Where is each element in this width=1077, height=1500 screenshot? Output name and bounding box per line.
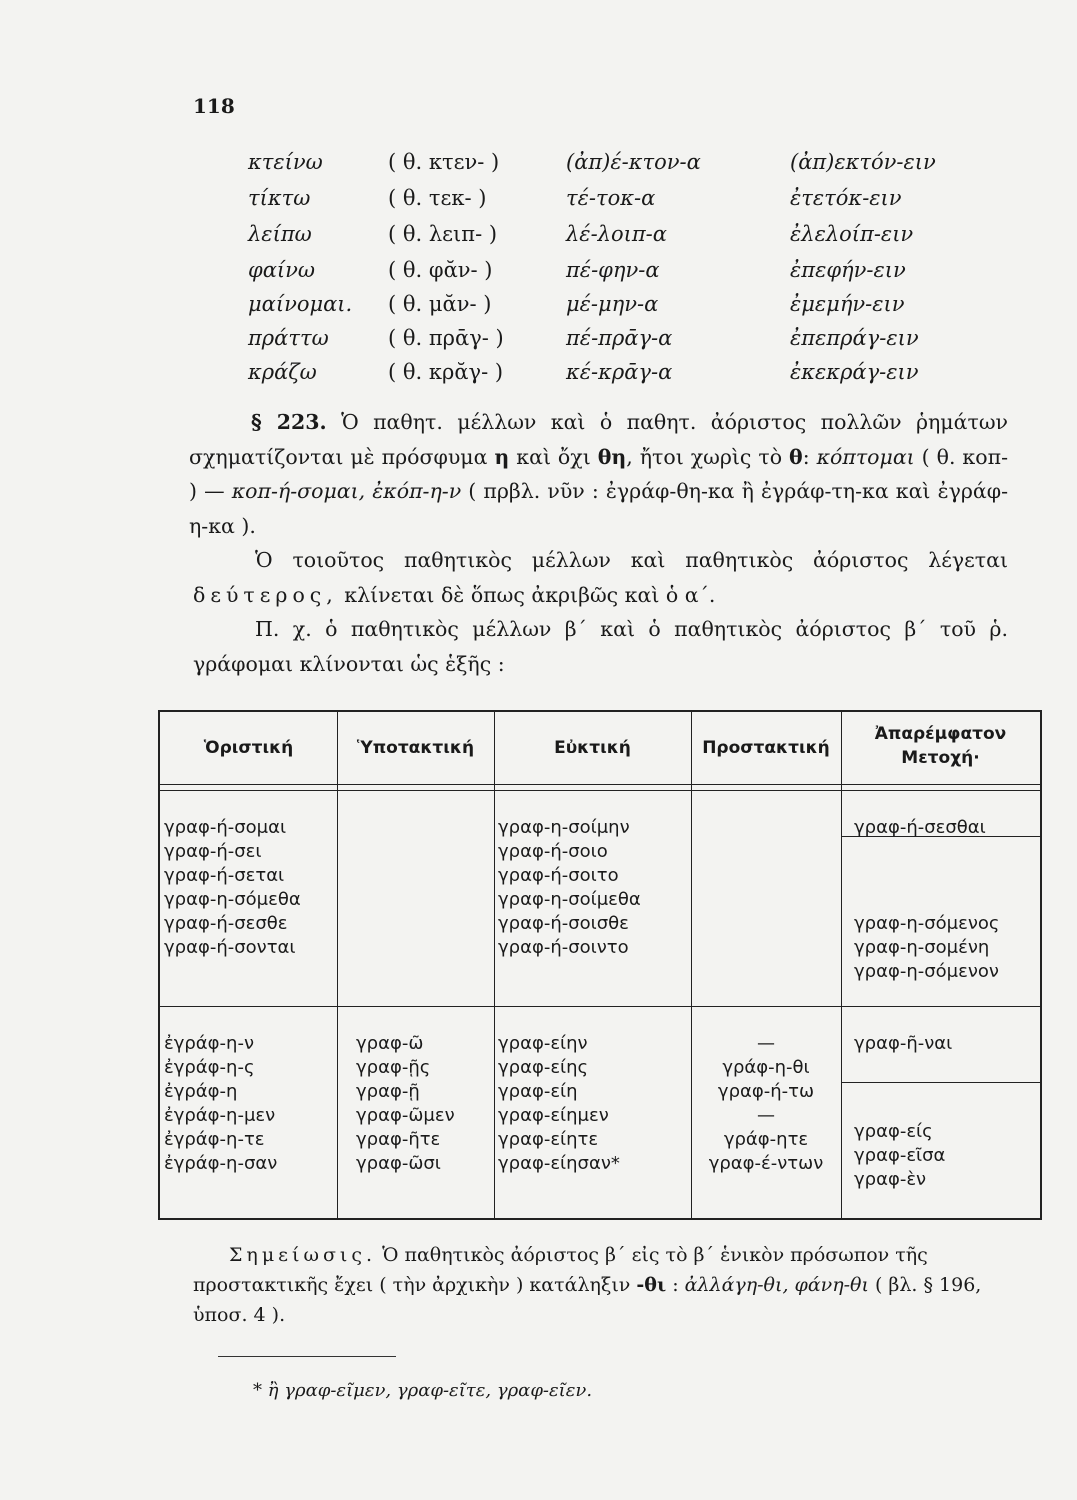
- table-cell: γραφ-είη: [498, 1081, 578, 1102]
- table-cell: γραφ-είησαν*: [498, 1153, 620, 1174]
- aorist-infinitive: [854, 1032, 952, 1056]
- verb-row: [0, 258, 1077, 288]
- future-optative: [498, 816, 641, 960]
- text: θη: [597, 444, 627, 469]
- footnote-rule: [218, 1356, 396, 1357]
- verb-theme: ( θ. τεκ- ): [388, 186, 487, 210]
- header-imperative: Προστακτική: [702, 738, 830, 758]
- text: κόπτομαι: [816, 444, 915, 469]
- verb-perfect: τέ-τοκ-α: [566, 186, 656, 210]
- aorist-imperative: [696, 1032, 836, 1176]
- table-cell: γράφ-η-θι: [722, 1057, 810, 1078]
- table-cell: γραφ-είς: [854, 1121, 933, 1142]
- verb-theme: ( θ. φᾰν- ): [388, 258, 493, 282]
- table-cell: γραφ-ή-σεσθε: [164, 913, 288, 934]
- verb-present: κτείνω: [248, 150, 323, 174]
- aorist-optative: [498, 1032, 620, 1176]
- text: κοπ-ή-σομαι, ἐκόπ-η-ν: [231, 479, 462, 503]
- verb-present: λείπω: [248, 222, 312, 246]
- table-cell: γραφ-ή-σοιτο: [498, 865, 619, 886]
- table-divider: [841, 1082, 1040, 1083]
- verb-pluperfect: ἐπεφήν-ειν: [790, 258, 906, 282]
- header-optative: Εὐκτική: [554, 738, 631, 758]
- verb-row: [0, 150, 1077, 180]
- verb-present: πράττω: [248, 326, 329, 350]
- verb-theme: ( θ. κρᾰγ- ): [388, 360, 504, 384]
- verb-pluperfect: (ἀπ)εκτόν-ειν: [790, 150, 936, 174]
- table-cell: γραφ-είην: [498, 1033, 588, 1054]
- table-divider: [841, 712, 842, 1218]
- verb-present: φαίνω: [248, 258, 316, 282]
- text: θ: [789, 444, 803, 469]
- table-cell: γραφ-ή-σοιο: [498, 841, 608, 862]
- verb-theme: ( θ. λειπ- ): [388, 222, 498, 246]
- verb-pluperfect: ἐπεπράγ-ειν: [790, 326, 919, 350]
- table-cell: γραφ-έ-ντων: [708, 1153, 824, 1174]
- footnote: * ἢ γραφ-εῖμεν, γραφ-εῖτε, γραφ-εῖεν.: [253, 1380, 593, 1401]
- table-cell: γραφ-η-σόμενος: [854, 913, 1000, 934]
- header-participle: Μετοχή·: [901, 748, 980, 768]
- aorist-subjunctive: [356, 1032, 455, 1176]
- table-cell: γραφ-είητε: [498, 1129, 599, 1150]
- table-cell: γραφ-ή-σεται: [164, 865, 285, 886]
- future-infinitive: [854, 816, 986, 840]
- table-cell: γραφ-ῇ: [356, 1081, 420, 1102]
- verb-theme: ( θ. κτεν- ): [388, 150, 500, 174]
- verb-pluperfect: ἐλελοίπ-ειν: [790, 222, 914, 246]
- table-cell: γραφ-ῶσι: [356, 1153, 441, 1174]
- verb-present: μαίνομαι.: [248, 292, 353, 316]
- header-indicative: Ὁριστική: [203, 738, 294, 758]
- text: Ὁ παθητ. μέλλων καὶ ὁ παθητ. ἀόριστος πολλῶν ῥημάτων σχηματίζονται μὲ πρόσφυμα: [189, 410, 1008, 469]
- future-indicative: [164, 816, 301, 960]
- aorist-participle: [854, 1120, 945, 1192]
- table-divider: [691, 712, 692, 1218]
- paragraph: Π. χ. ὁ παθητικὸς μέλλων β΄ καὶ ὁ παθητικὸς ἀόριστος β΄ τοῦ ῥ. γράφομαι κλίνονται ὡς ἑξῆς :: [193, 617, 1008, 676]
- note: [193, 1240, 1008, 1330]
- verb-perfect: πέ-φην-α: [566, 258, 660, 282]
- section-number: § 223.: [251, 410, 327, 434]
- text: ἀλλάγη-θι, φάνη-θι: [684, 1274, 869, 1296]
- table-cell: γραφ-η-σόμεθα: [164, 889, 301, 910]
- table-divider: [494, 712, 495, 1218]
- text: -θι: [636, 1274, 667, 1296]
- table-cell: γραφ-η-σοίμην: [498, 817, 630, 838]
- table-cell: —: [757, 1033, 775, 1054]
- table-cell: γραφ-ή-σοιντο: [498, 937, 629, 958]
- text: ( πρβλ. νῦν : ἐγράφ-θη-κα ἢ ἐγράφ-τη-κα καὶ ἐγράφ-η-κα ).: [189, 479, 1009, 538]
- verb-row: [0, 186, 1077, 216]
- verb-row: [0, 360, 1077, 390]
- verb-perfect: πέ-πρᾱγ-α: [566, 326, 673, 350]
- table-cell: γραφ-ή-σοισθε: [498, 913, 629, 934]
- text: , ἤτοι χωρὶς τὸ: [626, 444, 789, 469]
- text: δεύτερος,: [193, 582, 338, 607]
- verb-pluperfect: ἐμεμήν-ειν: [790, 292, 905, 316]
- verb-pluperfect: ἐτετόκ-ειν: [790, 186, 902, 210]
- table-cell: γράφ-ητε: [723, 1129, 809, 1150]
- verb-perfect: λέ-λοιπ-α: [566, 222, 667, 246]
- table-cell: ἐγράφ-η-ς: [164, 1057, 255, 1078]
- section-text: [189, 405, 1009, 681]
- table-cell: ἐγράφ-η-σαν: [164, 1153, 278, 1174]
- table-cell: γραφ-ή-σομαι: [164, 817, 287, 838]
- table-cell: ἐγράφ-η-ν: [164, 1033, 254, 1054]
- text: η: [494, 444, 510, 469]
- future-participle: [854, 912, 999, 984]
- table-divider: [337, 712, 338, 1218]
- paragraph: [193, 543, 1008, 612]
- table-divider: [160, 1006, 1040, 1007]
- text: κλίνεται δὲ ὅπως ἀκριβῶς καὶ ὁ α΄.: [337, 582, 716, 607]
- text: :: [802, 444, 817, 469]
- verb-perfect: κέ-κρᾱγ-α: [566, 360, 673, 384]
- table-cell: γραφ-ή-τω: [717, 1081, 815, 1102]
- text: καὶ ὄχι: [509, 444, 598, 469]
- verb-perfect: μέ-μην-α: [566, 292, 659, 316]
- table-cell: γραφ-ή-σει: [164, 841, 262, 862]
- table-cell: ἐγράφ-η-μεν: [164, 1105, 276, 1126]
- text: Ὁ παθητικὸς ἀόριστος β΄ εἰς τὸ β΄ ἑνικὸν πρόσωπον τῆς προστακτικῆς ἔχει ( τὴν ἀρχικὴν ) κατάληξιν: [193, 1244, 928, 1296]
- aorist-indicative: [164, 1032, 277, 1176]
- table-cell: γραφ-ῆ-ναι: [854, 1033, 953, 1054]
- text: :: [666, 1274, 685, 1296]
- verb-theme: ( θ. πρᾱγ- ): [388, 326, 504, 350]
- paragraph: [189, 405, 1008, 543]
- table-cell: γραφ-η-σόμενον: [854, 961, 999, 982]
- header-subjunctive: Ὑποτακτική: [356, 738, 475, 758]
- table-cell: γραφ-ὲν: [854, 1169, 927, 1190]
- verb-theme: ( θ. μᾰν- ): [388, 292, 492, 316]
- conjugation-table: [158, 710, 1042, 1220]
- table-divider: [160, 784, 1040, 785]
- verb-row: [0, 292, 1077, 322]
- table-cell: γραφ-ῇς: [356, 1057, 431, 1078]
- verb-present: κράζω: [248, 360, 317, 384]
- table-cell: γραφ-ῶμεν: [356, 1105, 455, 1126]
- text: ( βλ. § 196, ὑποσ. 4 ).: [193, 1274, 982, 1326]
- table-cell: ἐγράφ-η: [164, 1081, 238, 1102]
- verb-perfect: (ἀπ)έ-κτον-α: [566, 150, 701, 174]
- table-cell: γραφ-η-σομένη: [854, 937, 990, 958]
- table-cell: ἐγράφ-η-τε: [164, 1129, 265, 1150]
- table-divider: [160, 790, 1040, 791]
- verb-row: [0, 222, 1077, 252]
- table-cell: —: [757, 1105, 775, 1126]
- verb-pluperfect: ἐκεκράγ-ειν: [790, 360, 919, 384]
- table-cell: γραφ-η-σοίμεθα: [498, 889, 641, 910]
- table-cell: γραφ-ή-σονται: [164, 937, 296, 958]
- note-label: Σημείωσις.: [229, 1244, 377, 1266]
- header-infinitive: Ἀπαρέμφατον: [874, 724, 1007, 744]
- table-cell: γραφ-είημεν: [498, 1105, 609, 1126]
- table-cell: γραφ-ῆτε: [356, 1129, 441, 1150]
- text: ( θ. κοπ- ) —: [189, 444, 1008, 503]
- table-cell: γραφ-είης: [498, 1057, 589, 1078]
- table-cell: γραφ-εῖσα: [854, 1145, 946, 1166]
- table-cell: γραφ-ή-σεσθαι: [854, 817, 986, 838]
- page-number: 118: [193, 94, 235, 118]
- table-cell: γραφ-ῶ: [356, 1033, 424, 1054]
- verb-row: [0, 326, 1077, 356]
- text: Ὁ τοιοῦτος παθητικὸς μέλλων καὶ παθητικὸς ἀόριστος λέγεται: [255, 548, 1008, 572]
- verb-present: τίκτω: [248, 186, 311, 210]
